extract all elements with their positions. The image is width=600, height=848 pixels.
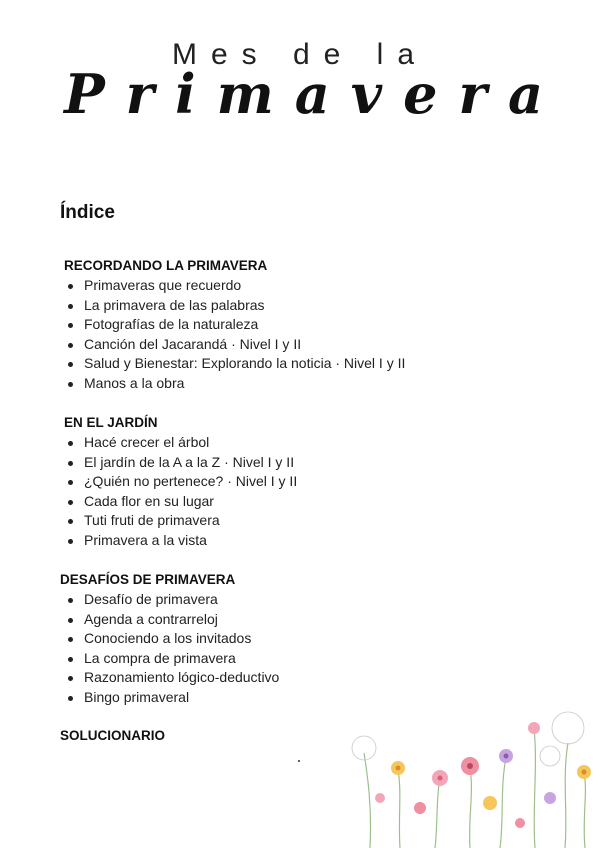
- bullet-icon: [68, 461, 73, 466]
- wildflower-illustration: [340, 698, 600, 848]
- list-item-label: Fotografías de la naturaleza: [84, 316, 259, 333]
- bullet-icon: [68, 304, 73, 309]
- list-item-label: Canción del Jacarandá · Nivel I y II: [84, 335, 302, 352]
- list-item: [0, 610, 600, 630]
- list-item-label: Bingo primaveral: [84, 688, 190, 705]
- section-desafios: [0, 570, 600, 708]
- solucionario-heading: SOLUCIONARIO: [60, 728, 166, 743]
- section-title: EN EL JARDÍN: [64, 415, 158, 430]
- bullet-icon: [68, 618, 73, 623]
- list-item-label: Tuti fruti de primavera: [84, 512, 220, 529]
- list-item: [0, 629, 600, 649]
- list-item: [0, 649, 600, 669]
- list-item-label: ¿Quién no pertenece? · Nivel I y II: [84, 473, 298, 490]
- bullet-icon: [68, 598, 73, 603]
- list-item: [0, 668, 600, 688]
- title-line-2: Primavera: [64, 62, 564, 126]
- bullet-icon: [68, 323, 73, 328]
- bullet-icon: [68, 696, 73, 701]
- list-item-label: Primaveras que recuerdo: [84, 277, 242, 293]
- list-item: [0, 296, 600, 316]
- list-item: [0, 354, 600, 374]
- list-item-label: La compra de primavera: [84, 649, 236, 666]
- bullet-icon: [68, 382, 73, 387]
- bullet-icon: [68, 362, 73, 367]
- bullet-icon: [68, 637, 73, 642]
- list-item: [0, 433, 600, 453]
- list-item: [0, 374, 600, 394]
- list-item: [0, 315, 600, 335]
- list-item-label: Agenda a contrarreloj: [84, 610, 218, 627]
- bullet-icon: [68, 480, 73, 485]
- bullet-icon: [68, 657, 73, 662]
- list-item-label: Primavera a la vista: [84, 531, 207, 548]
- bullet-icon: [68, 676, 73, 681]
- list-item: [0, 276, 600, 296]
- list-item: [0, 531, 600, 551]
- title-line-1: Mes de la: [171, 38, 429, 71]
- list-item: [0, 472, 600, 492]
- list-item-label: Conociendo a los invitados: [84, 630, 252, 647]
- list-item-label: Hacé crecer el árbol: [84, 434, 210, 450]
- section-list: [0, 433, 600, 551]
- list-item-label: Desafío de primavera: [84, 591, 218, 607]
- list-item: [0, 511, 600, 531]
- list-item: [0, 492, 600, 512]
- list-item-label: Manos a la obra: [84, 374, 185, 391]
- bullet-icon: [68, 519, 73, 524]
- list-item-label: Cada flor en su lugar: [84, 492, 214, 509]
- list-item: [0, 590, 600, 610]
- list-item-label: Razonamiento lógico-deductivo: [84, 669, 280, 686]
- list-item-label: La primavera de las palabras: [84, 296, 265, 313]
- section-jardin: [0, 413, 600, 551]
- section-list: [0, 276, 600, 394]
- stray-dot: [298, 760, 300, 762]
- list-item-label: Salud y Bienestar: Explorando la noticia · Nivel I y II: [84, 355, 406, 372]
- list-item: [0, 335, 600, 355]
- bullet-icon: [68, 539, 73, 544]
- section-title: RECORDANDO LA PRIMAVERA: [64, 258, 268, 273]
- index-heading: Índice: [60, 202, 115, 223]
- section-list: [0, 590, 600, 708]
- section-title: DESAFÍOS DE PRIMAVERA: [60, 572, 236, 587]
- list-item: [0, 453, 600, 473]
- section-recordando: [0, 256, 600, 394]
- bullet-icon: [68, 284, 73, 289]
- bullet-icon: [68, 343, 73, 348]
- bullet-icon: [68, 441, 73, 446]
- bullet-icon: [68, 500, 73, 505]
- list-item-label: El jardín de la A a la Z · Nivel I y II: [84, 453, 295, 470]
